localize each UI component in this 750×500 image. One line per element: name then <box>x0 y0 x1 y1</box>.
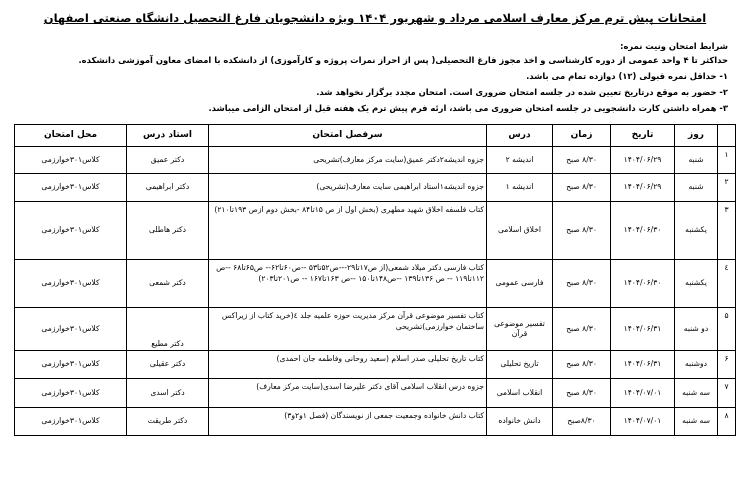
row-teacher: دکتر مطیع <box>127 308 209 351</box>
row-num: ۱ <box>718 147 736 174</box>
row-day: سه شنبه <box>675 379 718 408</box>
row-course: تفسیر موضوعی قرآن <box>487 308 553 351</box>
table-row <box>15 202 736 260</box>
table-row <box>15 351 736 379</box>
row-day: یکشنبه <box>675 260 718 308</box>
conditions-line-2: ۱- حداقل نمره قبولی (۱۲) دوازده تمام می باشد. <box>526 71 728 81</box>
table-row <box>15 260 736 308</box>
row-date: ۱۴۰۴/۰۷/۰۱ <box>611 379 675 408</box>
row-date: ۱۴۰۴/۰۶/۲۹ <box>611 174 675 202</box>
row-teacher: دکتر اسدی <box>127 379 209 408</box>
row-course: اخلاق اسلامی <box>487 202 553 260</box>
row-teacher: دکتر شمعی <box>127 260 209 308</box>
row-location: کلاس۳۰۱خوارزمی <box>15 260 127 308</box>
row-time: ۸/۳۰ صبح <box>553 260 611 308</box>
row-time: ۸/۳۰ صبح <box>553 202 611 260</box>
row-course: فارسی عمومی <box>487 260 553 308</box>
row-teacher: دکتر ابراهیمی <box>127 174 209 202</box>
row-time: ۸/۳۰ صبح <box>553 308 611 351</box>
row-day: سه شنبه <box>675 408 718 436</box>
row-day: دوشنبه <box>675 351 718 379</box>
page-title: امتحانات پیش ترم مرکز معارف اسلامی مرداد و شهریور ۱۴۰۴ ویژه دانشجویان فارغ التحصیل دانشگاه صنعتی اصفهان <box>43 11 707 25</box>
row-num: ۷ <box>718 379 736 408</box>
row-num: ۶ <box>718 351 736 379</box>
row-reference: جزوه اندیشه۱استاد ابراهیمی سایت معارف(تشریحی) <box>209 174 487 202</box>
row-day: دو شنبه <box>675 308 718 351</box>
row-location: کلاس۳۰۱خوارزمی <box>15 379 127 408</box>
row-location: کلاس۳۰۱خوارزمی <box>15 202 127 260</box>
row-teacher: دکتر هاطلی <box>127 202 209 260</box>
row-day: شنبه <box>675 174 718 202</box>
row-course: دانش خانواده <box>487 408 553 436</box>
row-teacher: دکتر عمیق <box>127 147 209 174</box>
row-reference: کتاب فلسفه اخلاق شهید مطهری (بخش اول از ص ۱۵تا۸۴ -بخش دوم ازص ۱۹۳تا۲۱۰) <box>209 202 487 260</box>
row-date: ۱۴۰۴/۰۶/۳۰ <box>611 260 675 308</box>
header-course: درس <box>487 125 553 147</box>
header-num <box>718 125 736 147</box>
row-reference: کتاب دانش خانواده وجمعیت جمعی از نویسندگان (فصل ۱و۲و۳) <box>209 408 487 436</box>
row-num: ۳ <box>718 202 736 260</box>
header-day: روز <box>675 125 718 147</box>
row-course: اندیشه ۲ <box>487 147 553 174</box>
row-time: ۸/۳۰ صبح <box>553 174 611 202</box>
row-day: شنبه <box>675 147 718 174</box>
row-time: ۸/۳۰ صبح <box>553 379 611 408</box>
row-time: ۸/۳۰ صبح <box>553 147 611 174</box>
row-reference: کتاب تاریخ تحلیلی صدر اسلام (سعید روحانی وفاطمه جان احمدی) <box>209 351 487 379</box>
header-reference: سرفصل امتحان <box>209 125 487 147</box>
row-course: اندیشه ۱ <box>487 174 553 202</box>
row-date: ۱۴۰۴/۰۶/۲۹ <box>611 147 675 174</box>
row-reference: کتاب فارسی دکتر میلاد شمعی(از ص۱۷تا۲۹---ص۵۲تا۵۳ --ص۶۰تا۶۲-- ص۶۵تا۶۸ --ص ۱۱۲تا۱۱۹ -- ص ۱۳۶تا۱۳۹ --ص۱۴۸تا۱۵۰ --ص ۱۶۳تا۱۶۷ -- ص۲۰۱تا۲۰۳) <box>209 260 487 308</box>
row-day: یکشنبه <box>675 202 718 260</box>
conditions-line-3: ۲- حضور به موقع درتاریخ تعیین شده در جلسه امتحان ضروری است. امتحان مجدد برگزار نخواهد شد. <box>316 87 728 97</box>
header-time: زمان <box>553 125 611 147</box>
table-header-row <box>15 125 736 147</box>
row-reference: جزوه درس انقلاب اسلامی آقای دکتر علیرضا اسدی(سایت مرکز معارف) <box>209 379 487 408</box>
row-teacher: دکتر عقیلی <box>127 351 209 379</box>
header-date: تاریخ <box>611 125 675 147</box>
row-location: کلاس۳۰۱خوارزمی <box>15 174 127 202</box>
exam-table <box>14 124 736 436</box>
row-date: ۱۴۰۴/۰۷/۰۱ <box>611 408 675 436</box>
header-location: محل امتحان <box>15 125 127 147</box>
table-row <box>15 174 736 202</box>
row-num: ۸ <box>718 408 736 436</box>
conditions-line-4: ۳- همراه داشتن کارت دانشجویی در جلسه امتحان ضروری می باشد، ارئه فرم پیش ترم یک هفته قبل از امتحان الزامی میباشد. <box>208 103 728 113</box>
row-course: تاریخ تحلیلی <box>487 351 553 379</box>
row-location: کلاس۳۰۱خوارزمی <box>15 408 127 436</box>
row-location: کلاس۳۰۱خوارزمی <box>15 351 127 379</box>
row-reference: جزوه اندیشه۲دکتر عمیق(سایت مرکز معارف)تشریحی <box>209 147 487 174</box>
conditions-heading: شرایط امتحان ونیت نمره: <box>620 41 728 51</box>
row-date: ۱۴۰۴/۰۶/۳۰ <box>611 202 675 260</box>
row-date: ۱۴۰۴/۰۶/۳۱ <box>611 308 675 351</box>
row-teacher: دکتر طریقت <box>127 408 209 436</box>
row-num: ۵ <box>718 308 736 351</box>
table-row <box>15 147 736 174</box>
table-row <box>15 308 736 351</box>
row-num: ٤ <box>718 260 736 308</box>
row-location: کلاس۳۰۱خوارزمی <box>15 147 127 174</box>
table-row <box>15 408 736 436</box>
row-location: کلاس۳۰۱خوارزمی <box>15 308 127 351</box>
row-num: ۲ <box>718 174 736 202</box>
row-reference: کتاب تفسیر موضوعی قرآن مرکز مدیریت حوزه علمیه جلد ٤(خرید کتاب از زیراکس ساختمان خوارزمی)تشریحی <box>209 308 487 351</box>
row-date: ۱۴۰۴/۰۶/۳۱ <box>611 351 675 379</box>
header-teacher: استاد درس <box>127 125 209 147</box>
row-course: انقلاب اسلامی <box>487 379 553 408</box>
conditions-line-1: حداکثر تا ۴ واحد عمومی از دوره کارشناسی و اخذ مجوز فارغ التحصیلی( پس از احراز نمرات پروژه و کارآموزی) از دانشکده با امضای معاون آموزشی دانشکده. <box>78 55 728 65</box>
row-time: ۸/۳۰ صبح <box>553 351 611 379</box>
row-time: ۸/۳۰صبح <box>553 408 611 436</box>
table-row <box>15 379 736 408</box>
